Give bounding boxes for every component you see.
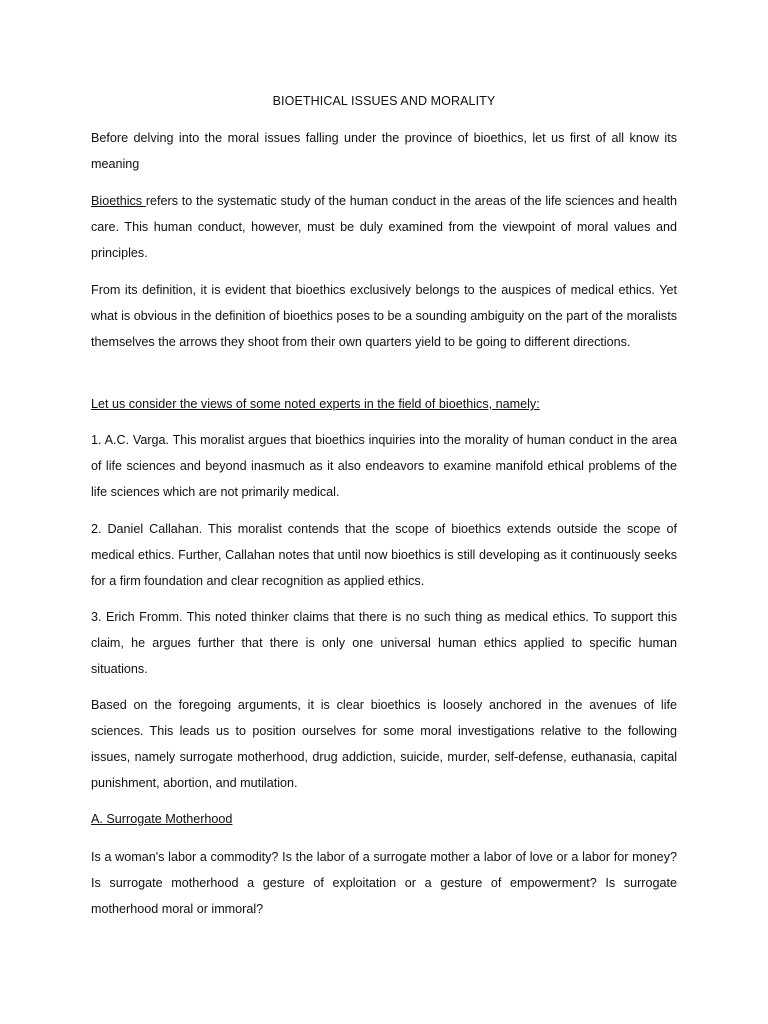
experts-heading: Let us consider the views of some noted experts in the field of bioethics, namely:	[91, 397, 540, 411]
expert-item-varga: 1. A.C. Varga. This moralist argues that bioethics inquiries into the morality of human conduct in the area of life sciences and beyond inasmuch as it also endeavors to examine manifold ethical problems of the life sciences which are not primarily medical.	[91, 433, 677, 499]
expert-item-callahan: 2. Daniel Callahan. This moralist contends that the scope of bioethics extends outside the scope of medical ethics. Further, Callahan notes that until now bioethics is still developing as it continuously seeks for a firm foundation and clear recognition as applied ethics.	[91, 522, 677, 588]
definition-paragraph	[91, 188, 677, 266]
conclusion-paragraph: Based on the foregoing arguments, it is clear bioethics is loosely anchored in the avenues of life sciences. This leads us to position ourselves for some moral investigations relative to the following issues, namely surrogate motherhood, drug addiction, suicide, murder, self-defense, euthanasia, capital punishment, abortion, and mutilation.	[91, 698, 677, 790]
section-a-heading: A. Surrogate Motherhood	[91, 812, 233, 826]
document-title: BIOETHICAL ISSUES AND MORALITY	[272, 94, 496, 108]
intro-paragraph: Before delving into the moral issues falling under the province of bioethics, let us first of all know its meaning	[91, 131, 677, 171]
section-a-body: Is a woman's labor a commodity? Is the labor of a surrogate mother a labor of love or a labor for money? Is surrogate motherhood a gesture of exploitation or a gesture of empowerment? Is surrogate motherhood moral or immoral?	[91, 850, 677, 916]
expert-item-fromm: 3. Erich Fromm. This noted thinker claims that there is no such thing as medical ethics. To support this claim, he argues further that there is only one universal human ethics applied to specific human situations.	[91, 610, 677, 676]
scope-paragraph: From its definition, it is evident that bioethics exclusively belongs to the auspices of medical ethics. Yet what is obvious in the definition of bioethics poses to be a sounding ambiguity on the part of the moralists themselves the arrows they shoot from their own quarters yield to be going to different directions.	[91, 283, 677, 349]
definition-term: Bioethics	[91, 194, 146, 208]
definition-body: refers to the systematic study of the human conduct in the areas of the life sciences and health care. This human conduct, however, must be duly examined from the viewpoint of moral values and principles.	[91, 194, 677, 260]
